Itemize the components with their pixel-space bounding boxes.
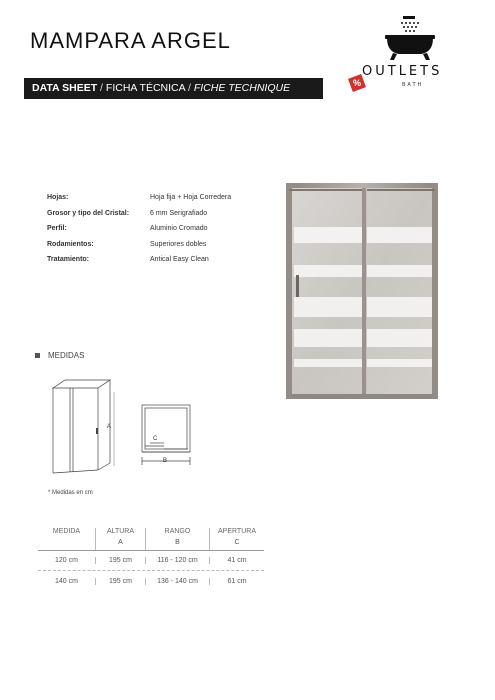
perspective-diagram bbox=[48, 378, 123, 478]
percent-badge-symbol: % bbox=[353, 78, 362, 88]
bullet-square-icon bbox=[35, 353, 40, 358]
bathtub-icon bbox=[385, 35, 435, 60]
spec-row bbox=[47, 252, 231, 268]
banner-data-sheet: DATA SHEET bbox=[32, 82, 98, 94]
spec-list bbox=[47, 190, 231, 268]
dim-label-c: C bbox=[153, 436, 158, 442]
table-row bbox=[38, 571, 264, 591]
spec-value: Aluminio Cromado bbox=[150, 225, 208, 233]
medidas-heading bbox=[35, 351, 84, 360]
table-cell: 120 cm bbox=[38, 557, 96, 564]
dim-label-a: A bbox=[107, 424, 112, 430]
table-subheader bbox=[38, 539, 96, 550]
dim-label-b: B bbox=[163, 458, 168, 464]
table-cell: 61 cm bbox=[227, 577, 247, 585]
page-title: MAMPARA ARGEL bbox=[30, 28, 231, 53]
banner-separator: / bbox=[97, 82, 106, 94]
banner-separator: / bbox=[185, 82, 194, 94]
dimensions-table bbox=[38, 528, 264, 591]
table-cell: 195 cm bbox=[96, 578, 146, 585]
table-cell: 136 - 140 cm bbox=[146, 578, 210, 585]
spec-row bbox=[47, 206, 231, 222]
spec-value: Antical Easy Clean bbox=[150, 256, 209, 264]
spec-label: Rodamientos: bbox=[47, 240, 94, 248]
spec-row bbox=[47, 237, 231, 253]
table-subheader: C bbox=[234, 539, 240, 546]
spec-value: 6 mm Serigrafiado bbox=[150, 209, 208, 217]
units-note: * Medidas en cm bbox=[48, 490, 93, 496]
logo-sub: BATH bbox=[402, 82, 424, 88]
data-sheet-banner bbox=[24, 78, 323, 99]
table-header: RANGO bbox=[146, 528, 210, 539]
logo-brand: OUTLETS bbox=[362, 64, 443, 79]
banner-fiche-technique: FICHE TECHNIQUE bbox=[193, 82, 291, 94]
spec-label: Perfil: bbox=[47, 225, 67, 233]
table-header: MEDIDA bbox=[38, 528, 96, 539]
table-cell: 41 cm bbox=[227, 557, 247, 564]
spec-row bbox=[47, 190, 231, 206]
spec-label: Hojas: bbox=[47, 194, 69, 202]
medidas-label: MEDIDAS bbox=[48, 351, 85, 360]
table-header-row bbox=[38, 528, 264, 539]
table-subheader-row bbox=[38, 539, 264, 551]
table-row bbox=[38, 551, 264, 571]
spec-label: Grosor y tipo del Cristal: bbox=[47, 209, 130, 217]
shower-icon bbox=[401, 16, 419, 32]
spec-row bbox=[47, 221, 231, 237]
table-cell: 140 cm bbox=[38, 578, 96, 585]
spec-value: Hoja fija + Hoja Corredera bbox=[150, 194, 232, 202]
spec-value: Superiores dobles bbox=[150, 240, 207, 248]
banner-ficha-tecnica: FICHA TÉCNICA bbox=[105, 82, 186, 94]
table-header: APERTURA bbox=[218, 528, 256, 535]
spec-label: Tratamiento: bbox=[47, 256, 90, 264]
table-header: ALTURA bbox=[96, 528, 146, 539]
shower-screen-image bbox=[286, 183, 438, 399]
table-cell: 116 - 120 cm bbox=[146, 557, 210, 564]
table-cell: 195 cm bbox=[96, 557, 146, 564]
table-subheader: B bbox=[146, 539, 210, 550]
table-subheader: A bbox=[96, 539, 146, 550]
